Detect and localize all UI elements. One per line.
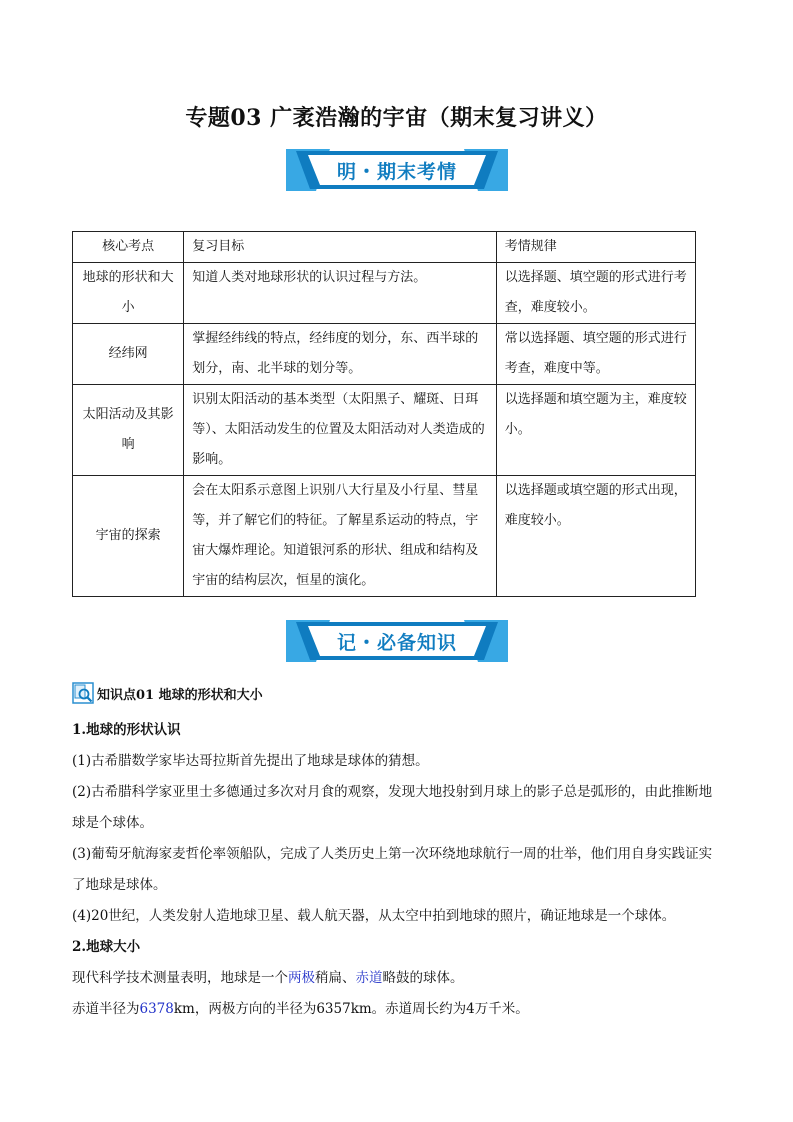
header-cell: 考情规律 [496, 232, 695, 263]
banner-title: 明・期末考情 [336, 161, 457, 183]
knowledge-point-title: 知识点01 地球的形状和大小 [97, 687, 263, 703]
page-title: 专题03 广袤浩瀚的宇宙（期末复习讲义） [185, 105, 608, 131]
rule-cell: 常以选择题、填空题的形式进行考查，难度中等。 [496, 324, 695, 385]
banner-title: 记・必备知识 [336, 632, 457, 654]
goal-cell: 知道人类对地球形状的认识过程与方法。 [184, 263, 497, 324]
paragraph [72, 963, 722, 994]
text-span: 略鼓的球体。 [382, 970, 464, 986]
magnifier-doc-icon [72, 682, 94, 704]
text-span: km，两极方向的半径为6357km。赤道周长约为4万千米。 [173, 1001, 529, 1017]
highlight-term: 6378 [139, 1001, 174, 1017]
table-header-row [73, 232, 696, 263]
table-row [73, 385, 696, 476]
rule-cell: 以选择题、填空题的形式进行考查，难度较小。 [496, 263, 695, 324]
topic-cell: 经纬网 [73, 324, 184, 385]
paragraph: (2)古希腊科学家亚里士多德通过多次对月食的观察，发现大地投射到月球上的影子总是弧形的，由此推断地球是个球体。 [72, 784, 713, 831]
section-banner-knowledge [286, 620, 508, 662]
highlight-term: 赤道 [355, 970, 383, 986]
section-banner-exam [286, 149, 508, 191]
review-table [72, 231, 696, 597]
header-cell: 复习目标 [184, 232, 497, 263]
rule-cell: 以选择题或填空题的形式出现，难度较小。 [496, 476, 695, 597]
goal-cell: 会在太阳系示意图上识别八大行星及小行星、彗星等，并了解它们的特征。了解星系运动的特点，宇宙大爆炸理论。知道银河系的形状、组成和结构及宇宙的结构层次，恒星的演化。 [184, 476, 497, 597]
rule-cell: 以选择题和填空题为主，难度较小。 [496, 385, 695, 476]
highlight-term: 两极 [288, 970, 315, 986]
section-heading: 1.地球的形状认识 [72, 722, 181, 738]
section-heading: 2.地球大小 [72, 939, 141, 955]
text-span: 赤道半径为 [72, 1001, 140, 1017]
topic-cell: 宇宙的探索 [73, 476, 184, 597]
table-row [73, 263, 696, 324]
paragraph: (3)葡萄牙航海家麦哲伦率领船队，完成了人类历史上第一次环绕地球航行一周的壮举，他们用自身实践证实了地球是球体。 [72, 846, 713, 893]
paragraph: (1)古希腊数学家毕达哥拉斯首先提出了地球是球体的猜想。 [72, 753, 429, 769]
topic-cell: 地球的形状和大小 [73, 263, 184, 324]
paragraph: (4)20世纪，人类发射人造地球卫星、载人航天器，从太空中拍到地球的照片，确证地球是一个球体。 [72, 908, 676, 924]
header-cell: 核心考点 [73, 232, 184, 263]
topic-cell: 太阳活动及其影响 [73, 385, 184, 476]
goal-cell: 识别太阳活动的基本类型（太阳黑子、耀斑、日珥等）、太阳活动发生的位置及太阳活动对人类造成的影响。 [184, 385, 497, 476]
table-row [73, 324, 696, 385]
text-span: 现代科学技术测量表明，地球是一个 [72, 970, 288, 986]
knowledge-point-heading [72, 680, 263, 706]
paragraph [72, 994, 722, 1025]
goal-cell: 掌握经纬线的特点，经纬度的划分，东、西半球的划分，南、北半球的划分等。 [184, 324, 497, 385]
table-row [73, 476, 696, 597]
text-span: 稍扁、 [315, 970, 356, 986]
